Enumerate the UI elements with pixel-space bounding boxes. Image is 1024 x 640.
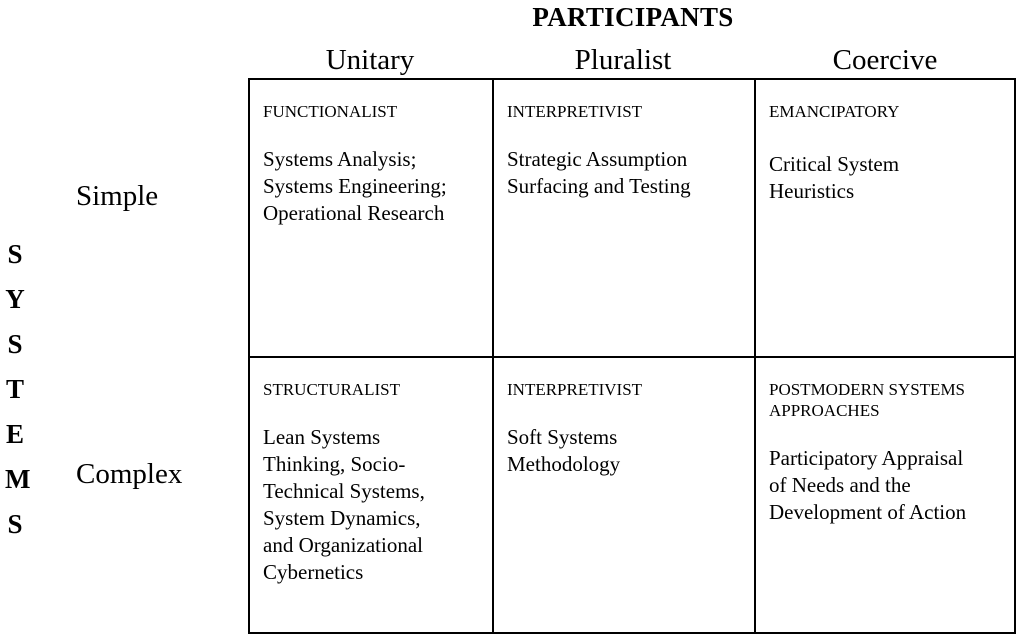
cell-text-line: Thinking, Socio-: [263, 452, 406, 476]
cell-body: [769, 445, 1014, 526]
cell-functionalist: [263, 101, 488, 227]
cell-label: INTERPRETIVIST: [507, 380, 643, 399]
systems-letter: S: [7, 329, 23, 359]
cell-text-line: Methodology: [507, 452, 621, 476]
systems-letter: S: [7, 239, 23, 269]
cell-text-line: Heuristics: [769, 179, 855, 203]
cell-text-line: Systems Engineering;: [263, 174, 447, 198]
cell-body: [263, 146, 488, 227]
cell-body: [263, 424, 488, 586]
column-header-coercive: Coercive: [832, 44, 938, 76]
cell-body: [769, 151, 1009, 205]
grid-divider: [250, 356, 1014, 358]
cell-postmodern: [769, 379, 1014, 526]
cell-structuralist: [263, 379, 488, 586]
cell-label: INTERPRETIVIST: [507, 102, 643, 121]
row-header-simple: Simple: [76, 180, 159, 212]
systems-letter: S: [7, 509, 23, 539]
cell-text-line: Strategic Assumption: [507, 147, 688, 171]
systems-letter: Y: [5, 284, 25, 314]
cell-body: [507, 146, 747, 200]
cell-body: [507, 424, 747, 478]
cell-text-line: Lean Systems: [263, 425, 381, 449]
cell-label: FUNCTIONALIST: [263, 102, 398, 121]
cell-interpretivist-simple: [507, 101, 747, 200]
cell-text-line: Soft Systems: [507, 425, 618, 449]
cell-text-line: Development of Action: [769, 500, 967, 524]
cell-text-line: and Organizational: [263, 533, 423, 557]
cell-text-line: System Dynamics,: [263, 506, 421, 530]
cell-text-line: Surfacing and Testing: [507, 174, 691, 198]
cell-label: [769, 379, 1014, 421]
participants-title: PARTICIPANTS: [532, 2, 734, 32]
systems-letter: E: [5, 419, 24, 449]
cell-text-line: Cybernetics: [263, 560, 364, 584]
column-header-unitary: Unitary: [325, 44, 415, 76]
cell-emancipatory: [769, 101, 1009, 205]
cell-label-line: POSTMODERN SYSTEMS: [769, 380, 966, 399]
cell-label-line: APPROACHES: [769, 401, 880, 420]
cell-text-line: Systems Analysis;: [263, 147, 417, 171]
cell-text-line: of Needs and the: [769, 473, 911, 497]
column-header-pluralist: Pluralist: [574, 44, 672, 76]
cell-text-line: Participatory Appraisal: [769, 446, 964, 470]
cell-interpretivist-complex: [507, 379, 747, 478]
cell-text-line: Technical Systems,: [263, 479, 425, 503]
cell-text-line: Operational Research: [263, 201, 445, 225]
systems-vertical-label: [5, 232, 31, 547]
row-header-complex: Complex: [76, 458, 183, 490]
cell-label: EMANCIPATORY: [769, 102, 900, 121]
cell-text-line: Critical System: [769, 152, 900, 176]
systems-letter: M: [5, 464, 31, 494]
systems-letter: T: [5, 374, 24, 404]
cell-label: STRUCTURALIST: [263, 380, 400, 399]
